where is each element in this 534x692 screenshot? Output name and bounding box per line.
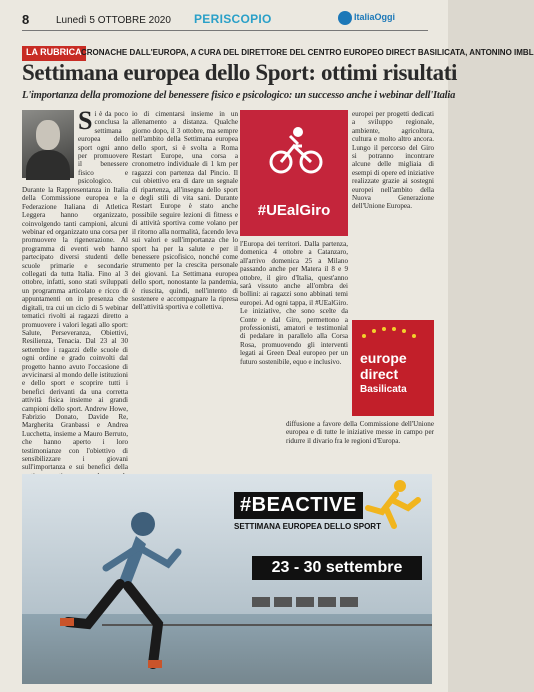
article-column-1-top [78,106,128,186]
ed-word-2: direct [360,366,399,382]
logo-circle-icon [338,11,352,25]
sponsor-logo [318,597,336,607]
article-column-2 [132,110,238,464]
article-headline: Settimana europea dello Sport: ottimi risultati [22,60,457,85]
event-dates: 23 - 30 settembre [252,556,422,580]
ed-word-3: Basilicata [360,384,407,395]
beactive-title: #BEACTIVE [234,492,363,519]
publication-logo [338,10,418,26]
issue-date: Lunedì 5 OTTOBRE 2020 [56,15,171,26]
article-column-1 [22,186,128,472]
column-text: diffusione a favore della Commissione dell'Unione europea e di tutte le iniziative messe in campo per ridurre il divario fra le regioni d'Europa. [286,420,434,445]
column-text: Durante la Rappresentanza in Italia della Commissione europea e la Federazione Italiana di Atletica Leggera hanno organizzato, coinvolgendo tanti campioni, alcuni webinar ed organizzato una corsa per promuovere la rigenerazione. Al programma di eventi web hanno partecipato diversi studenti delle scuole primarie e secondarie collegati da tutta Italia. Fino al 3 ottobre, infatti, sono stati sviluppati un programma articolato e ricco di appuntamenti on in presenza che digitali, tra cui un ciclo di 5 webinar tematici rivolti ai ragazzi diretto a promuovere i valori legati allo sport: Salute, Perseveranza, Obiettivi, Resilienza, Tenacia. Dal 23 al 30 settembre i ragazzi delle scuole di ogni ordine e grado coinvolti dal progetto hanno avuto l'occasione di avvicinarsi al mondo delle istituzioni e dello sport e scoprire tutti i benefici derivanti da una corretta attività fisica insieme ai grandi campioni dello sport. Andrew Howe, Fabrizio Donato, Davide Re, Margherita Granbassi e Andrea Lucchetta, insieme a Mauro Berruto, che hanno aperto i loro testimonianze con l'obiettivo di sensibilizzare i giovani sull'importanza e sui benefici della [22,186,128,472]
author-photo [22,110,74,178]
ed-word-1: europe [360,350,407,366]
page-number: 8 [22,12,30,27]
article-column-4-bottom [286,420,434,464]
column-text: i è da poco conclusa la settimana europea dello sport ogni anno per promuovere il benessere fisico e psicologico. [78,110,128,186]
eu-stars-icon [358,326,428,346]
europe-direct-logo [352,320,434,416]
logo-text: ItaliaOggi [354,12,396,22]
sponsor-logo [340,597,358,607]
giro-hashtag: #UEalGiro [257,202,331,219]
section-label: LA RUBRICA [22,46,86,61]
drop-cap: S [78,106,93,135]
article-column-4 [352,110,434,320]
beactive-subtitle: SETTIMANA EUROPEA DELLO SPORT [234,522,381,531]
article-kicker: CRONACHE DALL'EUROPA, A CURA DEL DIRETTORE DEL CENTRO EUROPEO DIRECT BASILICATA, ANTONINO IMBL [81,48,534,57]
beactive-figure-icon [362,478,424,530]
ue-al-giro-image [240,110,348,236]
beactive-banner [22,474,432,684]
article-subhead: L'importanza della promozione del benessere fisico e psicologico: un successo anche i webinar dell'Italia [22,90,456,101]
column-text: europei per progetti dedicati a sviluppo regionale, ambiente, agricoltura, cultura e molto altro ancora. Lungo il percorso del Giro si potranno incontrare alcune delle migliaia di esempi di opere ed iniziative realizzate grazie ai sostegni europei nell'ambito della Nuova Generazione dell'Unione Europea. [352,110,434,211]
author-head [36,120,60,150]
sponsor-logo [274,597,292,607]
header-rule [22,30,428,31]
cyclist-icon [268,122,324,178]
author-body [26,150,70,180]
newspaper-name: PERISCOPIO [194,12,272,26]
sponsor-logo [296,597,314,607]
column-text: io di cimentarsi insieme in un allenamento a distanza. Qualche giorno dopo, il 3 ottobre, ma sempre nell'ambito della Settimana europea dello sport, si è svolta a Roma Restart Europe, una corsa a cronometro individuale di 1 km per ragazzi con partenza dal Pincio. Il cui obiettivo era di dare un segnale di ripartenza, all'insegna dello sport e degli stili di vita sani. Durante Restart Europe è stato anche possibile seguire lezioni di fitness e di attività sportiva come volano per il ritorno alla normalità, facendo leva sui valori e sull'importanza che lo sport ha per la salute e per il benessere psicofisico, nonché come strumento per la crescita personale dei giovani. La Settimana europea dello sport, nonostante la pandemia, è riuscita, quindi, nell'intento di sostenere e accompagnare la ripresa dell'attività sportiva e collettiva. [132,110,238,312]
sponsor-logos [252,594,422,608]
runner-illustration [48,504,218,674]
column-text: l'Europa dei territori. Dalla partenza, domenica 4 ottobre a Catanzaro, all'arrivo domenica 25 a Milano passando anche per Matera il 8 e 9 ottobre, il giro d'Italia, quest'anno sarà vissuto anche all'ombra dei bollini: ai ragazzi sono abbinati temi europei. Ad ogni tappa, il #UEalGiro. Le iniziative, che sono scelte da Conte e dal Giro, permettono a professionisti, amatori e testimonial di pedalare in parallelo alla Corsa Rosa, promuovendo gli interventi legati ai Green Deal europeo per un futuro sostenibile, equo e inclusivo. [240,240,348,366]
sponsor-logo [252,597,270,607]
